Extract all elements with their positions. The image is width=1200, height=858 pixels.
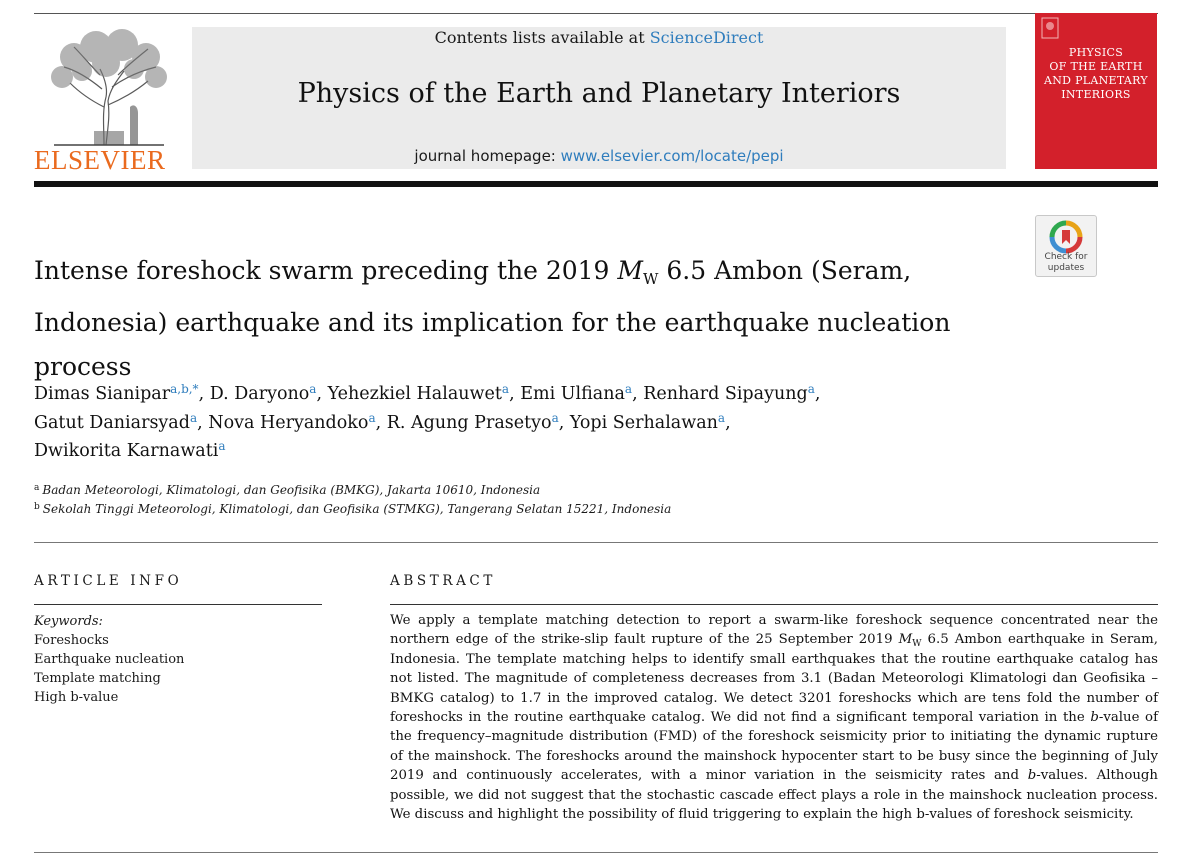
affiliation-mark: a [34, 483, 40, 493]
author-affil-mark[interactable]: a [501, 382, 510, 396]
abstract-rule [390, 604, 1158, 605]
contents-prefix: Contents lists available at [434, 28, 650, 47]
cover-title-line: AND PLANETARY [1044, 74, 1148, 87]
keyword-item: Foreshocks [34, 633, 109, 648]
abstract-segment: -value of the frequency–magnitude distribution (FMD) of the foreshock seismicity prior to initiating the dynamic rupture of the mainshock. The foreshocks around the mainshock hypocenter start to be busy since the beginning of July 2019 and continuously accelerates, with a minor variation in the seismicity rates and [390, 710, 1158, 784]
sciencedirect-link[interactable]: ScienceDirect [649, 28, 764, 47]
author-affil-mark[interactable]: a [717, 410, 726, 425]
affiliation-mark: b [34, 502, 40, 512]
author-affil-mark[interactable]: a [807, 382, 815, 396]
abstract-segment: 6.5 Ambon earthquake in Seram, Indonesia. The template matching helps to identify small earthquakes that the routine earthquake catalog has not listed. The magnitude of completeness decreases from 3.1 (Badan Meteorologi Klimatologi dan Geofisika – BMKG catalog) to 1.7 in the improved catalog. We detect 3201 foreshocks which are tens fold the number of foreshocks in the routine earthquake catalog. We did not find a significant temporal variation in the [390, 632, 1158, 726]
cover-title-line: OF THE EARTH [1049, 60, 1143, 73]
abstract-b-symbol: b [1027, 768, 1037, 784]
affiliation-text: Badan Meteorologi, Klimatologi, dan Geofisika (BMKG), Jakarta 10610, Indonesia [42, 483, 541, 497]
elsevier-wordmark: ELSEVIER [34, 145, 166, 175]
article-title [34, 249, 994, 389]
article-info-rule [34, 604, 322, 605]
bottom-rule [34, 852, 1158, 853]
author-affil-mark[interactable]: a [551, 410, 559, 425]
author-name[interactable]: Renhard Sipayung [643, 384, 808, 404]
title-mw-subscript: W [643, 270, 659, 288]
author-name[interactable]: Nova Heryandoko [208, 412, 369, 433]
keywords-list [34, 631, 184, 707]
author-name[interactable]: Dimas Sianipar [34, 384, 171, 404]
check-text-line: Check for [1044, 252, 1088, 262]
keyword-item: Earthquake nucleation [34, 652, 185, 667]
abstract-mw-symbol: M [898, 632, 913, 648]
author-name[interactable]: Yopi Serhalawan [569, 412, 718, 433]
homepage-prefix: journal homepage: [414, 147, 561, 165]
abstract-heading: ABSTRACT [390, 573, 496, 589]
author-affil-mark[interactable]: a,b,* [170, 382, 199, 396]
abstract-b-symbol: b [1090, 710, 1099, 726]
journal-name: Physics of the Earth and Planetary Interiors [297, 78, 901, 109]
author-affil-mark[interactable]: a [624, 382, 633, 396]
author-name[interactable]: Yehezkiel Halauwet [327, 384, 502, 404]
title-part-2: 6.5 Ambon (Seram, Indonesia) earthquake and its implication for the earthquake nucleation process [34, 256, 951, 381]
affiliation-item [34, 500, 1134, 519]
keyword-item: Template matching [34, 671, 161, 686]
keyword-item: High b-value [34, 690, 119, 705]
header-thick-rule [34, 181, 1158, 187]
section-separator [34, 542, 1158, 543]
check-for-updates-label [1035, 252, 1097, 274]
affiliation-item [34, 481, 1134, 500]
abstract-segment: We apply a template matching detection to report a swarm-like foreshock sequence concentrated near the northern edge of the strike-slip fault rupture of the 25 September 2019 [390, 613, 1158, 648]
author-affil-mark[interactable]: a [309, 382, 317, 396]
author-affil-mark[interactable]: a [368, 410, 376, 425]
check-for-updates-icon [1049, 220, 1083, 254]
title-mw-symbol: M [617, 256, 644, 285]
homepage-link[interactable]: www.elsevier.com/locate/pepi [560, 147, 784, 165]
cover-title-line: INTERIORS [1061, 88, 1131, 101]
cover-title [1035, 46, 1157, 102]
keywords-label: Keywords: [34, 614, 103, 629]
article-info-heading: ARTICLE INFO [34, 573, 183, 589]
contents-line [192, 27, 1006, 49]
author-name[interactable]: D. Daryono [209, 384, 310, 404]
author-affil-mark[interactable]: a [218, 439, 226, 453]
check-text-line: updates [1047, 263, 1085, 273]
title-part-1: Intense foreshock swarm preceding the 2019 [34, 256, 618, 285]
abstract-text [390, 611, 1158, 824]
author-name[interactable]: Gatut Daniarsyad [34, 412, 190, 433]
cover-title-line: PHYSICS [1068, 46, 1124, 59]
author-name[interactable]: Dwikorita Karnawati [34, 441, 219, 461]
author-list: Dimas Sianipar$^{a,b,*}$, D. Daryono$^a$, Yehezkiel Halauwet$^a$, Emi Ulfiana$^a$, Renhard Sipayung$^a$, Gatut Daniarsyad$^a$, Nova Heryandoko$^a$, R. Agung Prasetyo$^a$, Yopi Serhalawan$^a$, Dwikorita Karnawati$^a$ [34, 382, 821, 461]
affiliation-text: Sekolah Tinggi Meteorologi, Klimatologi, dan Geofisika (STMKG), Tangerang Selatan 15221, Indonesia [42, 502, 672, 516]
abstract-mw-subscript: W [912, 639, 922, 650]
author-affil-mark[interactable]: a [189, 410, 198, 425]
affiliations [34, 481, 1134, 519]
author-name[interactable]: Emi Ulfiana [520, 384, 625, 404]
top-rule [34, 13, 1158, 14]
author-name[interactable]: R. Agung Prasetyo [386, 412, 552, 433]
abstract-segment: -values. Although possible, we did not suggest that the stochastic cascade effect plays a role in the mainshock nucleation process. We discuss and highlight the possibility of fluid triggering to explain the high b-values of foreshock seismicity. [390, 768, 1158, 823]
homepage-line [192, 146, 1006, 166]
cover-mini-logo-icon [1040, 16, 1060, 40]
